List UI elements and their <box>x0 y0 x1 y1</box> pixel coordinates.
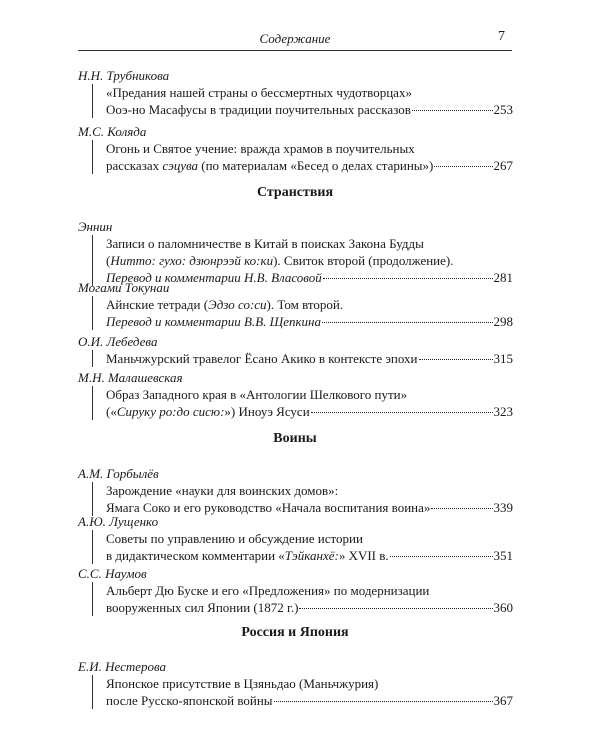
entry-title-line: Японское присутствие в Цзяньдао (Маньчжурия) <box>106 676 379 691</box>
page-number: 7 <box>498 29 505 44</box>
entry-body <box>92 582 513 616</box>
entry-author: А.Ю. Лущенко <box>78 514 159 529</box>
dot-leader <box>419 359 493 360</box>
entry-page-number: 253 <box>493 102 513 117</box>
entry-last-line <box>106 403 513 420</box>
entry-title-line: Айнские тетради (Эдзо со:си). Том второй. <box>106 297 344 312</box>
entry-last-line <box>106 101 513 118</box>
entry-title-line: («Сируку ро:до сисю:») Иноуэ Ясуси <box>106 404 310 419</box>
entry-author: С.С. Наумов <box>78 566 147 581</box>
section-heading: Россия и Япония <box>241 625 349 640</box>
entry-title-line: Ямага Соко и его руководство «Начала воспитания воина» <box>106 500 431 515</box>
entry-title-line: рассказах сэцува (по материалам «Бесед о делах старины») <box>106 158 434 173</box>
dot-leader <box>390 556 493 557</box>
entry-page-number: 360 <box>493 600 513 615</box>
dot-leader <box>431 508 492 509</box>
entry-title-line: Огонь и Святое учение: вражда храмов в поучительных <box>106 141 415 156</box>
running-header-title: Содержание <box>259 31 331 46</box>
toc-entry[interactable] <box>78 370 512 420</box>
entry-body <box>92 482 513 516</box>
toc-entry[interactable] <box>78 659 512 709</box>
entry-title-line: после Русско-японской войны <box>106 693 273 708</box>
entry-title-line: Ооэ-но Масафусы в традиции поучительных рассказов <box>106 102 411 117</box>
toc-entry[interactable] <box>78 68 512 118</box>
entry-title-line: Советы по управлению и обсуждение истории <box>106 531 363 546</box>
entry-page-number: 351 <box>493 548 513 563</box>
toc-entry[interactable] <box>78 514 512 564</box>
dot-leader <box>322 322 493 323</box>
dot-leader <box>274 701 493 702</box>
toc-entry[interactable] <box>78 466 512 516</box>
entry-body <box>92 530 513 564</box>
entry-page-number: 281 <box>493 270 513 285</box>
toc-entry[interactable] <box>78 124 512 174</box>
dot-leader <box>311 412 493 413</box>
entry-page-number: 323 <box>493 404 513 419</box>
entry-title-line: Зарождение «науки для воинских домов»: <box>106 483 339 498</box>
entry-title-line: (Нитто: гухо: дзюнрээй ко:ки). Свиток второй (продолжение). <box>106 253 454 268</box>
entry-page-number: 367 <box>493 693 513 708</box>
dot-leader <box>434 166 492 167</box>
entry-body <box>92 296 513 330</box>
entry-title-line: вооруженных сил Японии (1872 г.) <box>106 600 299 615</box>
toc-entry[interactable] <box>78 334 512 367</box>
entry-title-line: «Предания нашей страны о бессмертных чудотворцах» <box>106 85 412 100</box>
entry-title-line: Записи о паломничестве в Китай в поисках Закона Будды <box>106 236 424 251</box>
toc-entry[interactable] <box>78 219 512 286</box>
entry-last-line <box>106 599 513 616</box>
entry-body <box>92 350 513 367</box>
entry-body <box>92 386 513 420</box>
entry-page-number: 298 <box>493 314 513 329</box>
entry-translator-line: Перевод и комментарии Н.В. Власовой <box>106 270 322 285</box>
header-rule <box>78 50 512 51</box>
entry-last-line <box>106 157 513 174</box>
entry-author: Могами Токунаи <box>78 280 170 295</box>
entry-author: О.И. Лебедева <box>78 334 158 349</box>
entry-author: Эннин <box>78 219 113 234</box>
entry-body <box>92 84 513 118</box>
toc-entry[interactable] <box>78 280 512 330</box>
section-heading: Странствия <box>256 185 334 200</box>
entry-author: А.М. Горбылёв <box>78 466 159 481</box>
entry-last-line <box>106 350 513 367</box>
entry-last-line <box>106 313 513 330</box>
entry-body <box>92 675 513 709</box>
entry-last-line <box>106 547 513 564</box>
entry-translator-line: Перевод и комментарии В.В. Щепкина <box>106 314 321 329</box>
entry-title-line: в дидактическом комментарии «Тэйканхё:» XVII в. <box>106 548 389 563</box>
entry-last-line <box>106 692 513 709</box>
entry-page-number: 267 <box>493 158 513 173</box>
entry-title-line: Образ Западного края в «Антологии Шелкового пути» <box>106 387 408 402</box>
entry-body <box>92 235 513 286</box>
section-heading: Воины <box>273 431 317 446</box>
entry-page-number: 339 <box>493 500 513 515</box>
entry-title-line: Альберт Дю Буске и его «Предложения» по модернизации <box>106 583 430 598</box>
entry-author: М.Н. Малашевская <box>78 370 183 385</box>
entry-author: М.С. Коляда <box>78 124 147 139</box>
entry-body <box>92 140 513 174</box>
dot-leader <box>299 608 492 609</box>
entry-author: Н.Н. Трубникова <box>78 68 170 83</box>
entry-page-number: 315 <box>493 351 513 366</box>
toc-entry[interactable] <box>78 566 512 616</box>
dot-leader <box>412 110 493 111</box>
entry-title-line: Маньчжурский травелог Ёсано Акико в контексте эпохи <box>106 351 418 366</box>
entry-author: Е.И. Нестерова <box>78 659 167 674</box>
dot-leader <box>323 278 493 279</box>
